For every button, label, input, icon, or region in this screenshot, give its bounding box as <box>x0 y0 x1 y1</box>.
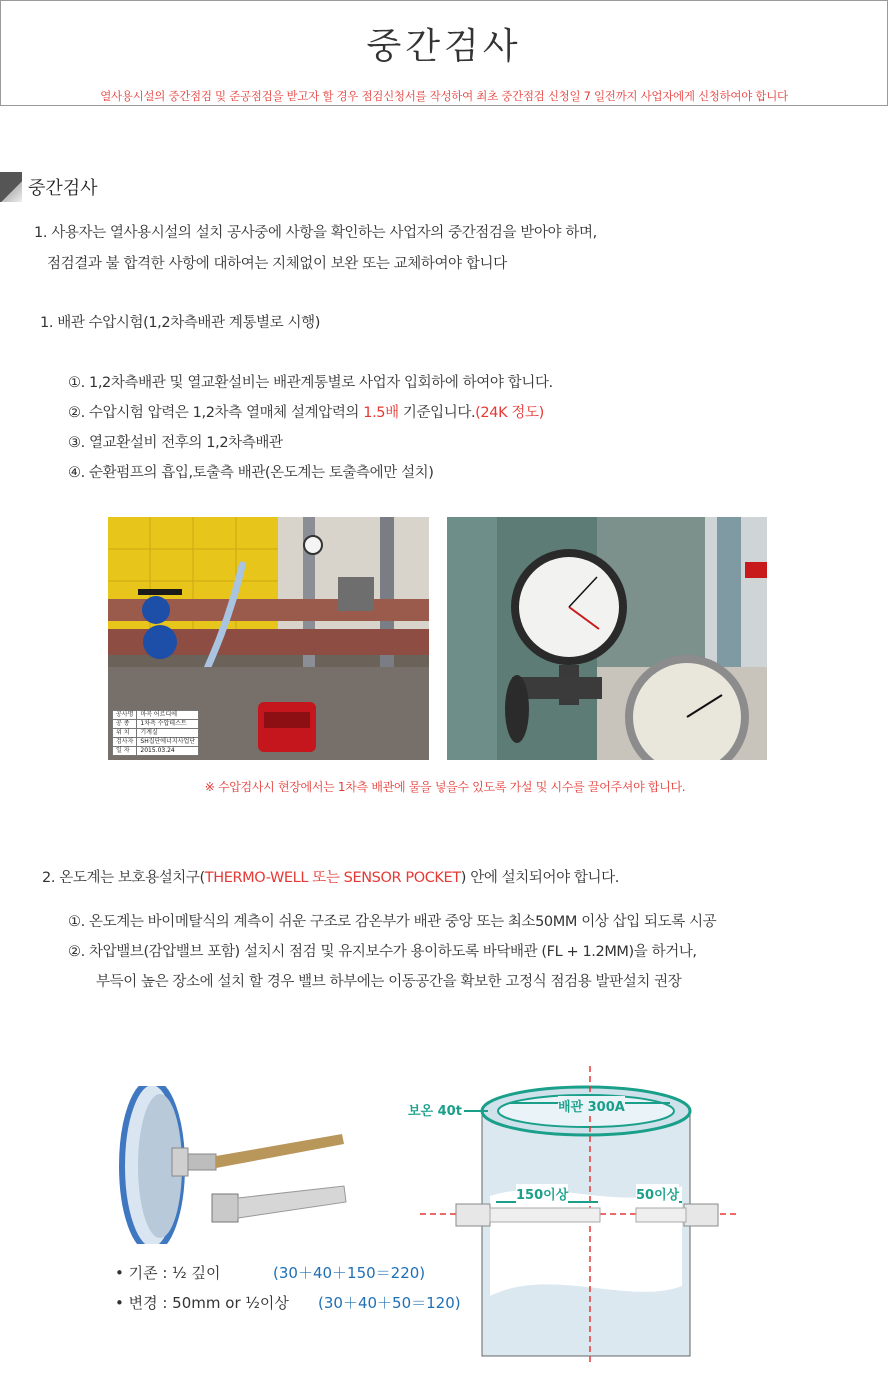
label-value: 2015.03.24 <box>137 747 199 756</box>
item1-sub2 <box>68 401 544 422</box>
photo-caption: ※ 수압검사시 현장에서는 1차측 배관에 물을 넣을수 있도록 가설 및 시수를 끌어주셔야 합니다. <box>204 780 686 794</box>
label-key: 공 종 <box>113 720 137 729</box>
photo-pressure-gauges <box>447 517 767 760</box>
depth-50-label: 50이상 <box>636 1184 679 1203</box>
photo-label-board <box>112 710 199 756</box>
pipe-size-label: 배관 300A <box>558 1096 625 1115</box>
item2-title <box>42 866 619 887</box>
intro-line-2: 점검결과 불 합격한 사항에 대하여는 지체없이 보완 또는 교체하여야 합니다 <box>47 256 507 272</box>
pipe-section-diagram <box>400 1056 746 1374</box>
depth-150-label: 150이상 <box>516 1184 568 1203</box>
label-value: 마곡 어르디에 <box>137 711 199 720</box>
label-key: 일 자 <box>113 747 137 756</box>
spec2-label: • 변경 : 50mm or ½이상 <box>115 1294 289 1312</box>
label-value: SH집단에너지사업단 <box>137 738 199 747</box>
section-heading <box>0 172 300 202</box>
intro-line-1: 1. 사용자는 열사용시설의 설치 공사중에 사항을 확인하는 사업자의 중간점검을 받아야 하며, <box>34 225 597 241</box>
page-title: 중간검사 <box>366 26 522 67</box>
item1-sub2-text-a: ②. 수압시험 압력은 1,2차측 열매체 설계압력의 <box>68 405 364 421</box>
item1-title: 1. 배관 수압시험(1,2차측배관 계통별로 시행) <box>40 315 320 331</box>
spec2-calc: (30＋40＋50＝120) <box>318 1294 461 1312</box>
item1-sub2-red2: (24K 정도) <box>475 405 544 421</box>
spec1-label: • 기존 : ½ 깊이 <box>115 1264 221 1282</box>
thermometer-well-photo <box>112 1086 354 1244</box>
label-value: 기계실 <box>137 729 199 738</box>
item1-sub2-text-b: 기준입니다. <box>398 405 476 421</box>
item1-sub4: ④. 순환펌프의 흡입,토출측 배관(온도계는 토출측에만 설치) <box>68 465 434 481</box>
header-notice: 열사용시설의 중간점검 및 준공점검을 받고자 할 경우 점검신청서를 작성하여 최초 중간점검 신청일 7 일전까지 사업자에게 신청하여야 합니다 <box>100 89 788 103</box>
label-key: 검사자 <box>113 738 137 747</box>
item1-sub1: ①. 1,2차측배관 및 열교환설비는 배관계통별로 사업자 입회하에 하여야 합니다. <box>68 375 553 391</box>
spec1-calc: (30＋40＋150＝220) <box>273 1264 426 1282</box>
bookmark-icon <box>0 172 22 202</box>
gauges-photo-illustration <box>447 517 767 760</box>
label-key: 공사명 <box>113 711 137 720</box>
insulation-label: 보온 40t <box>408 1104 462 1119</box>
item2-sub2: ②. 차압밸브(감압밸브 포함) 설치시 점검 및 유지보수가 용이하도록 바닥배관 (FL + 1.2MM)을 하거나, <box>68 944 697 960</box>
item1-sub3: ③. 열교환설비 전후의 1,2차측배관 <box>68 435 283 451</box>
item1-sub2-red1: 1.5배 <box>363 405 399 421</box>
item2-title-a: 2. 온도계는 보호용설치구( <box>42 870 205 886</box>
item2-title-red: THERMO-WELL 또는 SENSOR POCKET <box>204 870 461 886</box>
section-heading-text: 중간검사 <box>28 178 98 199</box>
thermometer-illustration <box>112 1086 354 1244</box>
label-key: 위 치 <box>113 729 137 738</box>
photo-pressure-test-piping <box>108 517 429 760</box>
item2-sub1: ①. 온도계는 바이메탈식의 계측이 쉬운 구조로 감온부가 배관 중앙 또는 최소50MM 이상 삽입 되도록 시공 <box>68 914 717 930</box>
item2-sub3: 부득이 높은 장소에 설치 할 경우 밸브 하부에는 이동공간을 확보한 고정식 점검용 발판설치 권장 <box>96 974 682 990</box>
label-value: 1차측 수압테스트 <box>137 720 199 729</box>
item2-title-b: ) 안에 설치되어야 합니다. <box>460 870 619 886</box>
